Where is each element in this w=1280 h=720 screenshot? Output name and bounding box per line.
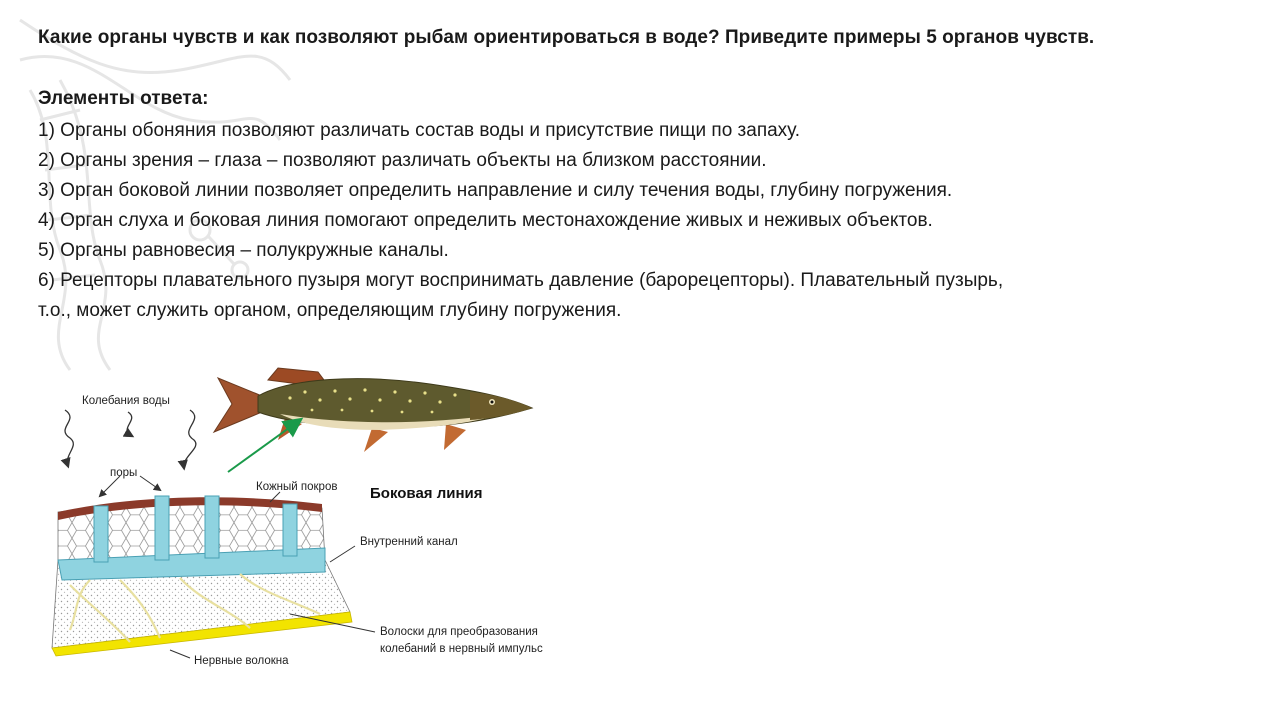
question-title: Какие органы чувств и как позволяют рыбам ориентироваться в воде? Приведите примеры 5 органов чувств. <box>38 27 1095 48</box>
answer-item-3: 3) Орган боковой линии позволяет определить направление и силу течения воды, глубину погружения. <box>38 180 953 201</box>
answer-list <box>38 116 1258 326</box>
diagram-title: Боковая линия <box>370 485 483 502</box>
label-water-vibration: Колебания воды <box>82 395 170 407</box>
label-nerve-fibers: Нервные волокна <box>194 655 289 667</box>
label-pores: поры <box>110 467 138 479</box>
answer-heading: Элементы ответа: <box>38 88 209 109</box>
label-inner-canal: Внутренний канал <box>360 536 458 548</box>
answer-item-4: 4) Орган слуха и боковая линия помогают определить местонахождение живых и неживых объектов. <box>38 210 933 231</box>
pointer-arrow <box>228 420 300 472</box>
tissue-cross-section <box>52 496 352 656</box>
lateral-line-diagram <box>0 350 620 720</box>
answer-item-2: 2) Органы зрения – глаза – позволяют различать объекты на близком расстоянии. <box>38 150 767 171</box>
label-skin: Кожный покров <box>256 481 338 493</box>
answer-item-1: 1) Органы обоняния позволяют различать состав воды и присутствие пищи по запаху. <box>38 120 801 141</box>
answer-item-6-continued: т.о., может служить органом, определяющим глубину погружения. <box>38 300 622 321</box>
label-hairs-line-2: колебаний в нервный импульс <box>380 643 543 655</box>
water-vibration-arrows-icon <box>65 410 196 468</box>
pike-fish-illustration <box>214 368 532 452</box>
label-hairs-line-1: Волоски для преобразования <box>380 626 538 638</box>
answer-item-6: 6) Рецепторы плавательного пузыря могут воспринимать давление (барорецепторы). Плавательный пузырь, <box>38 270 1004 291</box>
answer-item-5: 5) Органы равновесия – полукружные каналы. <box>38 240 449 261</box>
